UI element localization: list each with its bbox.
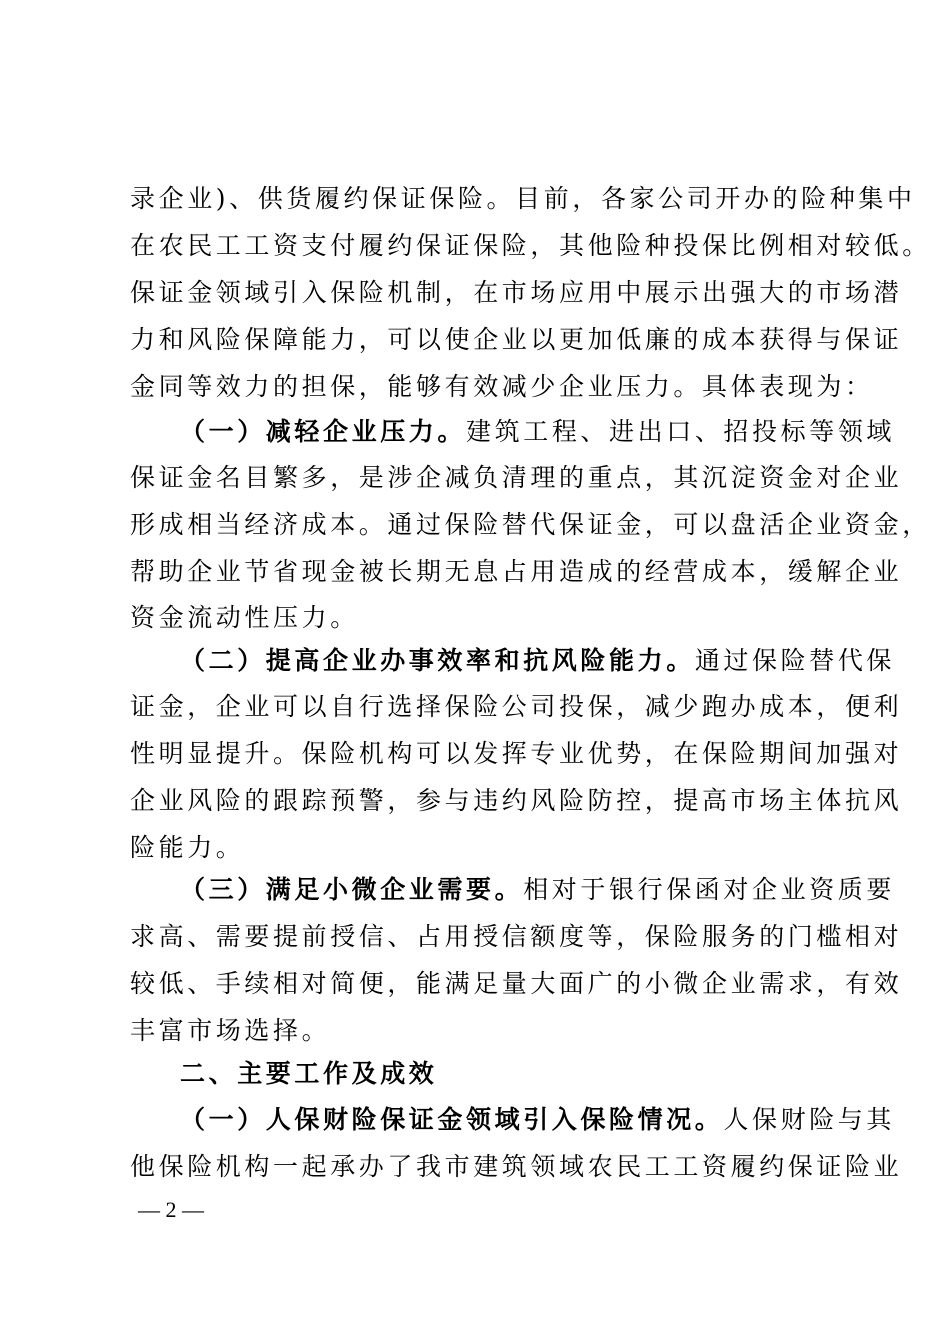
page-number: — 2 — (138, 1197, 204, 1222)
line-text: 企业风险的跟踪预警，参与违约风险防控，提高市场主体抗风 (130, 786, 903, 815)
line-text: 他保险机构一起承办了我市建筑领域农民工工资履约保证险业 (130, 1152, 903, 1181)
line-text: 资金流动性压力。 (130, 603, 359, 632)
body-line (130, 364, 874, 410)
line-text: 相对于银行保函对企业资质要 (523, 875, 896, 904)
line-text: 在农民工工资支付履约保证保险，其他险种投保比例相对较低。 (130, 231, 931, 260)
line-text: 力和风险保障能力，可以使企业以更加低廉的成本获得与保证 (130, 325, 903, 354)
body-line (130, 455, 903, 501)
line-text: 建筑工程、进出口、招投标等领域 (466, 417, 896, 446)
body-line (130, 778, 903, 824)
line-text: 通过保险替代保 (694, 646, 896, 675)
line-text: 险能力。 (130, 833, 245, 862)
body-line (130, 549, 903, 595)
body-line (130, 684, 903, 730)
body-line (130, 731, 903, 777)
paragraph-first-line (180, 867, 896, 913)
line-text: 性明显提升。保险机构可以发挥专业优势，在保险期间加强对 (130, 739, 903, 768)
body-line (130, 1144, 903, 1190)
line-text: 形成相当经济成本。通过保险替代保证金，可以盘活企业资金， (130, 510, 931, 539)
body-line (130, 825, 820, 871)
line-text: 录企业)、供货履约保证保险。目前，各家公司开办的险种集中 (130, 184, 916, 213)
section-heading-text: 二、主要工作及成效 (180, 1059, 438, 1088)
line-text: 求高、需要提前授信、占用授信额度等，保险服务的门槛相对 (130, 922, 903, 951)
line-text: 帮助企业节省现金被长期无息占用造成的经营成本，缓解企业 (130, 557, 903, 586)
paragraph-first-line (180, 1097, 896, 1143)
body-line (130, 1008, 820, 1054)
body-line (130, 502, 931, 548)
line-text: 较低、手续相对简便，能满足量大面广的小微企业需求，有效 (130, 969, 903, 998)
line-text: 保证金名目繁多，是涉企减负清理的重点，其沉淀资金对企业 (130, 463, 903, 492)
body-line (130, 914, 903, 960)
line-text: 人保财险与其 (723, 1105, 896, 1134)
line-text: 丰富市场选择。 (130, 1016, 331, 1045)
body-line (130, 223, 931, 269)
line-text: 证金，企业可以自行选择保险公司投保，减少跑办成本，便利 (130, 692, 903, 721)
line-text: 保证金领域引入保险机制，在市场应用中展示出强大的市场潜 (130, 278, 903, 307)
body-line (130, 317, 903, 363)
line-text: 金同等效力的担保，能够有效减少企业压力。具体表现为： (130, 372, 874, 401)
subheading-bold: （二）提高企业办事效率和抗风险能力。 (180, 646, 695, 675)
body-line (130, 595, 820, 641)
body-line (130, 961, 903, 1007)
paragraph-first-line (180, 638, 896, 684)
body-line (130, 270, 903, 316)
subheading-bold: （三）满足小微企业需要。 (180, 875, 524, 904)
subheading-bold: （一）人保财险保证金领域引入保险情况。 (180, 1105, 724, 1134)
body-line (130, 176, 916, 222)
section-heading (180, 1051, 820, 1097)
paragraph-first-line (180, 409, 896, 455)
subheading-bold: （一）减轻企业压力。 (180, 417, 467, 446)
